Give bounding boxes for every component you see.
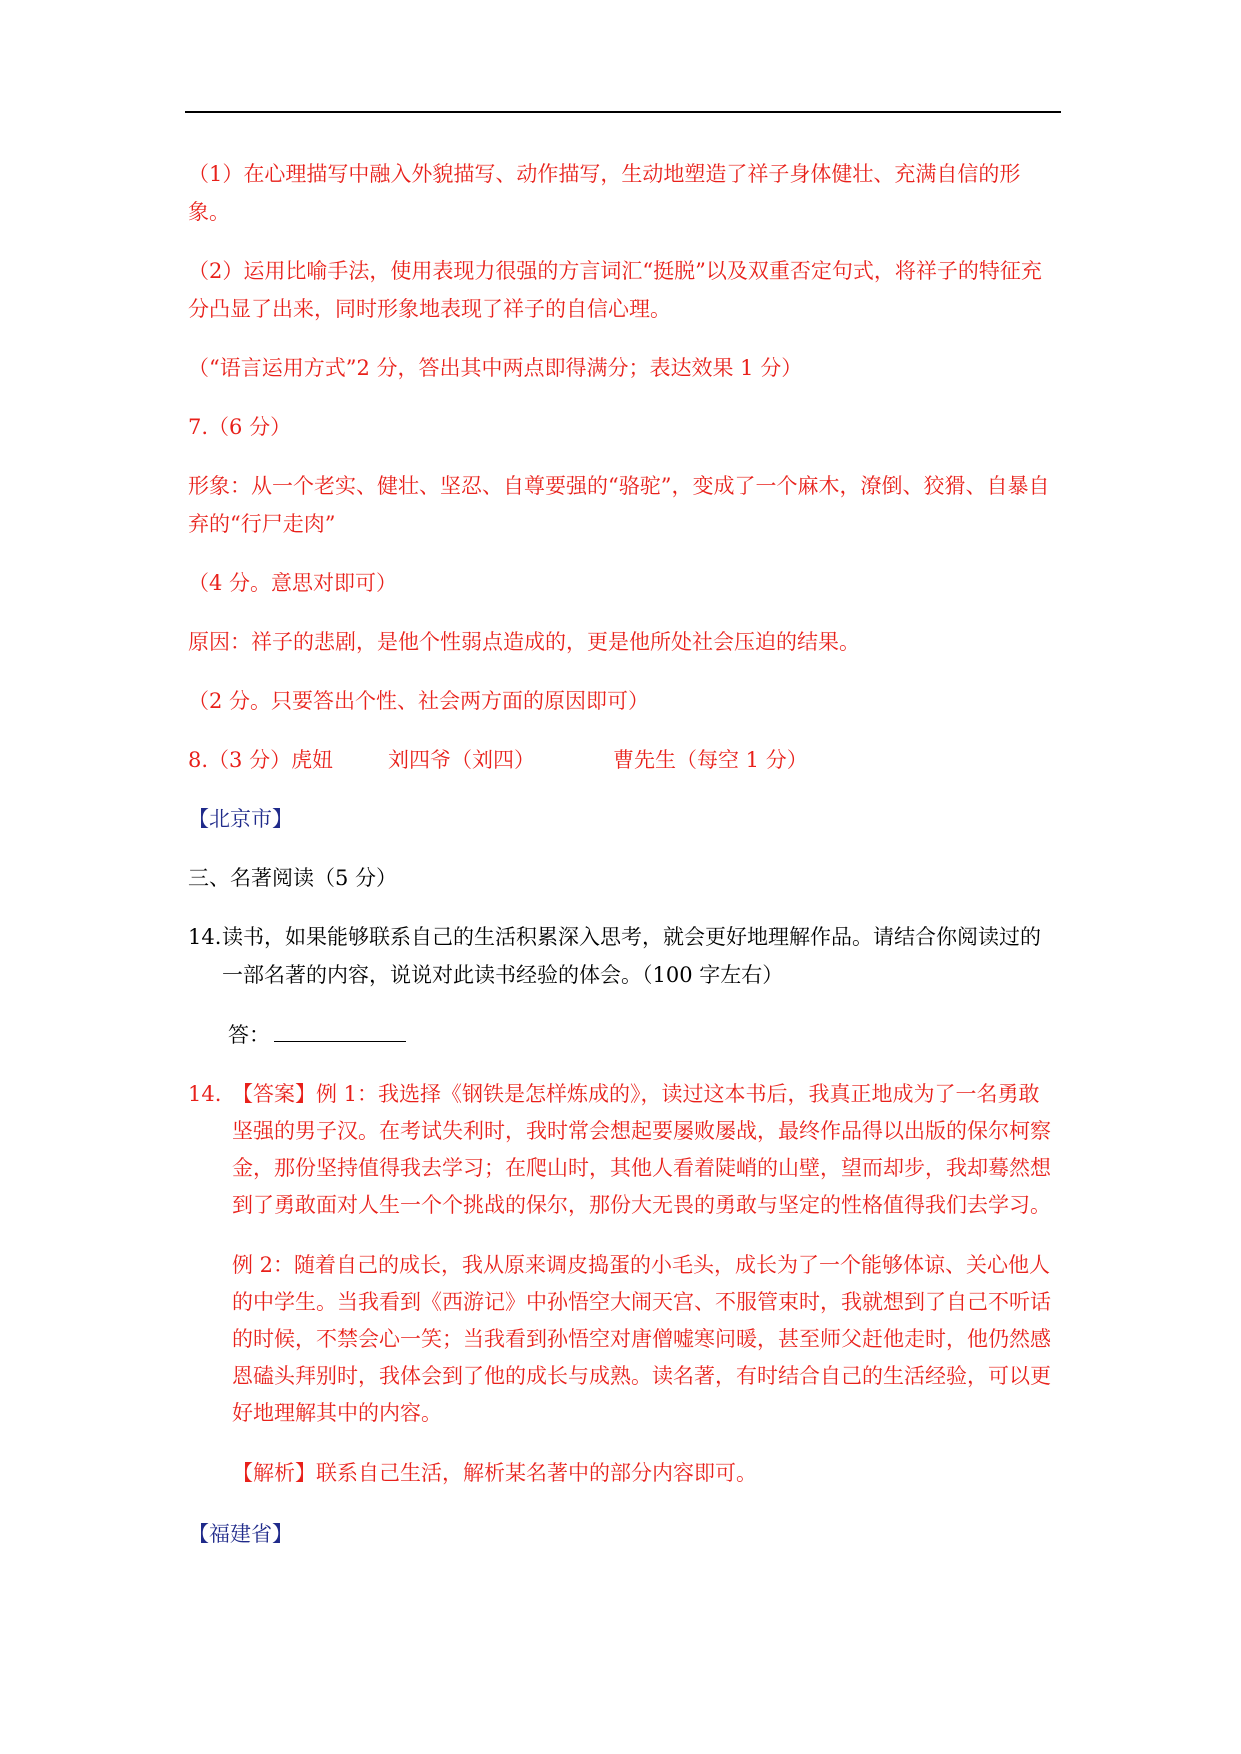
answer-14-number: 14. (188, 1082, 222, 1106)
character-image-answer: 形象：从一个老实、健壮、坚忍、自尊要强的“骆驼”，变成了一个麻木，潦倒、狡猾、自暴自弃的“行尸走肉” (188, 474, 1050, 536)
answer-point-1: （1）在心理描写中融入外貌描写、动作描写，生动地塑造了祥子身体健壮、充满自信的形象。 (188, 162, 1021, 224)
cause-answer: 原因：祥子的悲剧，是他个性弱点造成的，更是他所处社会压迫的结果。 (188, 630, 860, 654)
question-8-answers (188, 741, 1058, 779)
question-14 (188, 918, 1058, 994)
q8-answer-1: 8.（3 分）虎妞 (188, 748, 334, 772)
question-14-text: 读书，如果能够联系自己的生活积累深入思考，就会更好地理解作品。请结合你阅读过的一部名著的内容，说说对此读书经验的体会。（100 字左右） (222, 925, 1041, 987)
answer-point-2: （2）运用比喻手法，使用表现力很强的方言词汇“挺脱”以及双重否定句式，将祥子的特征充分凸显了出来，同时形象地表现了祥子的自信心理。 (188, 259, 1042, 321)
answer-14-example-2 (188, 1247, 1058, 1432)
q8-answer-3: 曹先生（每空 1 分） (613, 748, 808, 772)
answer-blank (274, 1015, 406, 1042)
answer-label: 答： (228, 1023, 270, 1047)
answer-example-1-text: 例 1：我选择《钢铁是怎样炼成的》，读过这本书后，我真正地成为了一名勇敢坚强的男子汉。在考试失利时，我时常会想起要屡败屡战，最终作品得以出版的保尔柯察金，那份坚持值得我去学习；在爬山时，其他人看着陡峭的山壁，望而却步，我却蓦然想到了勇敢面对人生一个个挑战的保尔，那份大无畏的勇敢与坚定的性格值得我们去学习。 (232, 1082, 1051, 1217)
answer-tag: 【答案】 (232, 1082, 316, 1106)
section-title: 三、名著阅读（5 分） (188, 866, 398, 890)
q8-answer-2: 刘四爷（刘四） (388, 748, 535, 772)
question-7-header: 7.（6 分） (188, 415, 292, 439)
region-label-fujian: 【福建省】 (188, 1522, 293, 1546)
analysis (188, 1455, 1058, 1492)
analysis-tag: 【解析】 (232, 1461, 316, 1485)
scoring-note-2: （4 分。意思对即可） (188, 571, 398, 595)
answer-14-example-1 (188, 1076, 1058, 1224)
document-body (188, 155, 1058, 1574)
analysis-text: 联系自己生活，解析某名著中的部分内容即可。 (316, 1461, 757, 1485)
answer-example-2-text: 例 2：随着自己的成长，我从原来调皮捣蛋的小毛头，成长为了一个能够体谅、关心他人的中学生。当我看到《西游记》中孙悟空大闹天宫、不服管束时，我就想到了自己不听话的时候，不禁会心一笑；当我看到孙悟空对唐僧嘘寒问暖，甚至师父赶他走时，他仍然感恩磕头拜别时，我体会到了他的成长与成熟。读名著，有时结合自己的生活经验，可以更好地理解其中的内容。 (232, 1253, 1051, 1425)
answer-line (188, 1015, 1058, 1054)
scoring-note-1: （“语言运用方式”2 分，答出其中两点即得满分；表达效果 1 分） (188, 356, 803, 380)
header-rule (185, 111, 1061, 113)
question-14-number: 14. (188, 925, 222, 949)
region-label-beijing: 【北京市】 (188, 807, 293, 831)
scoring-note-3: （2 分。只要答出个性、社会两方面的原因即可） (188, 689, 650, 713)
